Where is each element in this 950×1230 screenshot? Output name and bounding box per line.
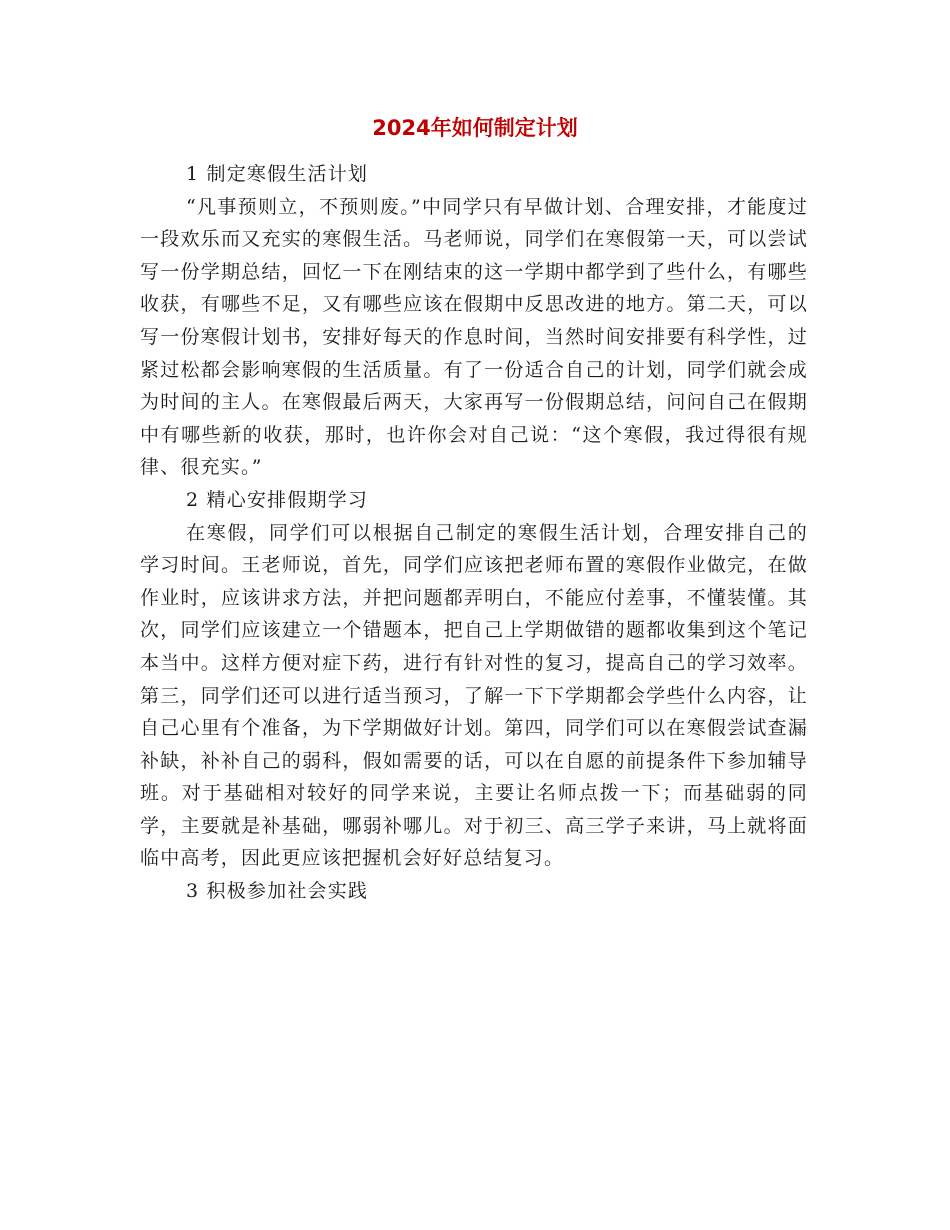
section-1-paragraph: “凡事预则立，不预则废。”中同学只有早做计划、合理安排，才能度过一段欢乐而又充实的寒假生活。马老师说，同学们在寒假第一天，可以尝试写一份学期总结，回忆一下在刚结束的这一学期中都学到了些什么，有哪些收获，有哪些不足，又有哪些应该在假期中反思改进的地方。第二天，可以写一份寒假计划书，安排好每天的作息时间，当然时间安排要有科学性，过紧过松都会影响寒假的生活质量。有了一份适合自己的计划，同学们就会成为时间的主人。在寒假最后两天，大家再写一份假期总结，问问自己在假期中有哪些新的收获，那时，也许你会对自己说：“这个寒假，我过得很有规律、很充实。” (140, 195, 808, 479)
section-3-heading: 3 积极参加社会实践 (186, 880, 369, 903)
section-2-paragraph: 在寒假，同学们可以根据自己制定的寒假生活计划，合理安排自己的学习时间。王老师说，首先，同学们应该把老师布置的寒假作业做完，在做作业时，应该讲求方法，并把问题都弄明白，不能应付差事，不懂装懂。其次，同学们应该建立一个错题本，把自己上学期做错的题都收集到这个笔记本当中。这样方便对症下药，进行有针对性的复习，提高自己的学习效率。第三，同学们还可以进行适当预习，了解一下下学期都会学些什么内容，让自己心里有个准备，为下学期做好计划。第四，同学们可以在寒假尝试查漏补缺，补补自己的弱科，假如需要的话，可以在自愿的前提条件下参加辅导班。对于基础相对较好的同学来说，主要让名师点拨一下；而基础弱的同学，主要就是补基础，哪弱补哪儿。对于初三、高三学子来讲，马上就将面临中高考，因此更应该把握机会好好总结复习。 (140, 521, 808, 870)
document-title: 2024年如何制定计划 (372, 116, 578, 140)
section-2-heading: 2 精心安排假期学习 (186, 488, 369, 511)
document-body (140, 158, 808, 908)
section-1-heading: 1 制定寒假生活计划 (186, 163, 369, 185)
